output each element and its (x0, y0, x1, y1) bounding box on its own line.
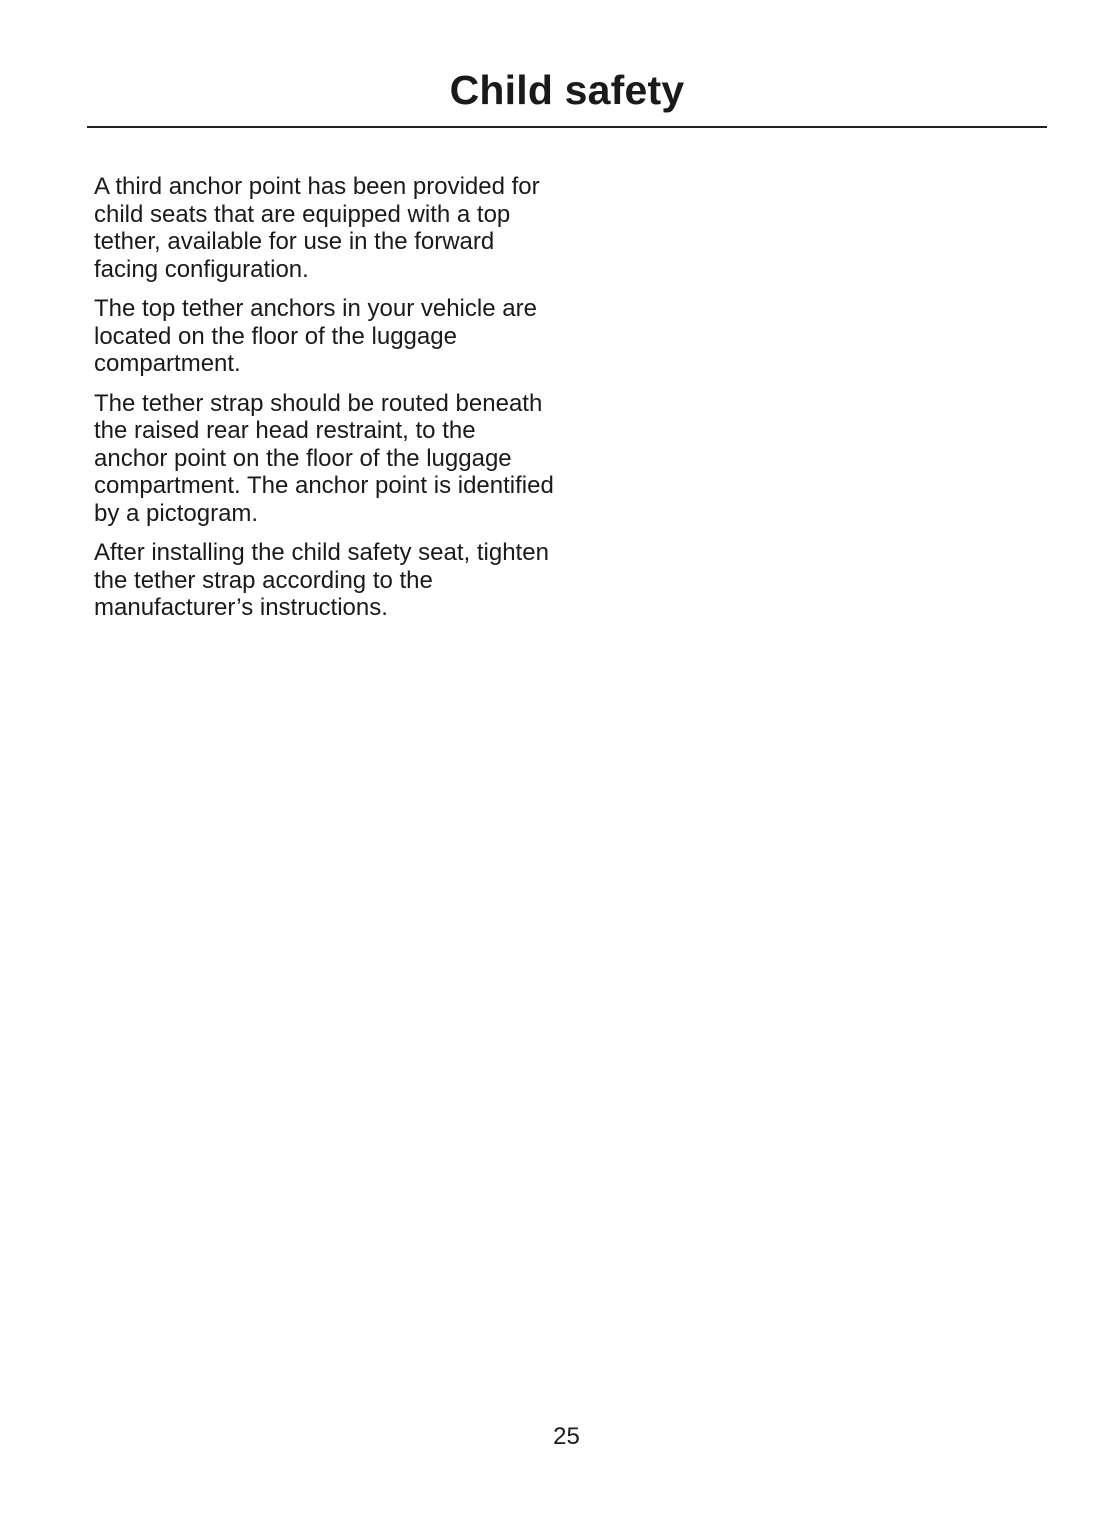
paragraph-tether-routing: The tether strap should be routed beneath the raised rear head restraint, to the anchor point on the floor of the luggage compartment. The anchor point is identified by a pictogram. (94, 389, 554, 527)
paragraph-tighten-strap: After installing the child safety seat, tighten the tether strap according to the manufacturer’s instructions. (94, 539, 549, 621)
page-title: Child safety (449, 67, 685, 113)
paragraph-third-anchor-point: A third anchor point has been provided for child seats that are equipped with a top tether, available for use in the forward facing configuration. (94, 173, 540, 283)
body-text-column (94, 173, 554, 634)
paragraph-anchor-location: The top tether anchors in your vehicle are located on the floor of the luggage compartment. (94, 295, 537, 377)
page-header (87, 60, 1047, 128)
page-number: 25 (553, 1423, 580, 1450)
